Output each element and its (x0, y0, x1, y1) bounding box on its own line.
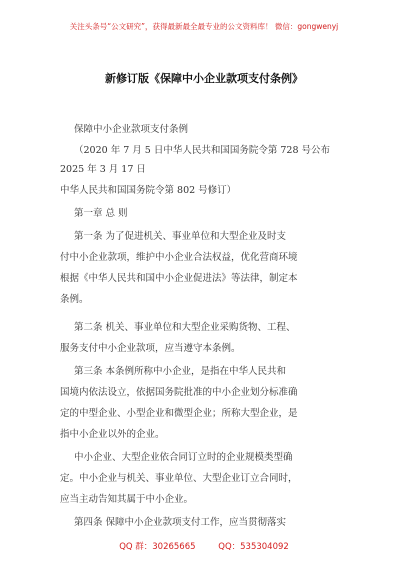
article-1-line: 根据《中华人民共和国中小企业促进法》等法律，制定本 (60, 273, 298, 284)
article-1-line: 条例。 (60, 294, 89, 305)
article-3-line: 国境内依法设立，依据国务院批准的中小企业划分标准确 (60, 387, 298, 398)
article-4-line: 第四条 保障中小企业款项支付工作，应当贯彻落实 (74, 517, 287, 528)
article-2-line: 第二条 机关、事业单位和大型企业采购货物、工程、 (74, 322, 296, 333)
footer-qq: QQ：535304092 (218, 542, 289, 552)
article-3-line: 中小企业、大型企业依合同订立时的企业规模类型确 (74, 452, 293, 463)
revision-date-line: 2025 年 3 月 17 日 (60, 164, 146, 175)
article-3-line: 定的中型企业、小型企业和微型企业；所称大型企业，是 (60, 408, 298, 419)
promulgation-line: （2020 年 7 月 5 日中华人民共和国国务院令第 728 号公布 (74, 145, 331, 156)
footer-contact (0, 540, 408, 552)
chapter-heading: 第一章 总 则 (74, 208, 128, 219)
article-3-line: 指中小企业以外的企业。 (60, 429, 165, 440)
law-title-line: 保障中小企业款项支付条例 (74, 124, 189, 135)
article-1-line: 付中小企业款项，维护中小企业合法权益，优化营商环境 (60, 252, 298, 263)
article-3-line: 应当主动告知其属于中小企业。 (60, 494, 194, 505)
header-banner: 关注头条号“公文研究”，获得最新最全最专业的公文资料库！ 微信：gongwenyj (69, 22, 339, 31)
revision-order-line: 中华人民共和国国务院令第 802 号修订） (60, 185, 237, 196)
document-title: 新修订版《保障中小企业款项支付条例》 (105, 72, 303, 85)
article-2-line: 服务支付中小企业款项，应当遵守本条例。 (60, 343, 241, 354)
article-1-line: 第一条 为了促进机关、事业单位和大型企业及时支 (74, 231, 287, 242)
article-3-line: 定。中小企业与机关、事业单位、大型企业订立合同时， (60, 473, 298, 484)
footer-qq-group: QQ 群：30265665 (119, 542, 196, 552)
article-3-line: 第三条 本条例所称中小企业，是指在中华人民共和 (74, 366, 287, 377)
